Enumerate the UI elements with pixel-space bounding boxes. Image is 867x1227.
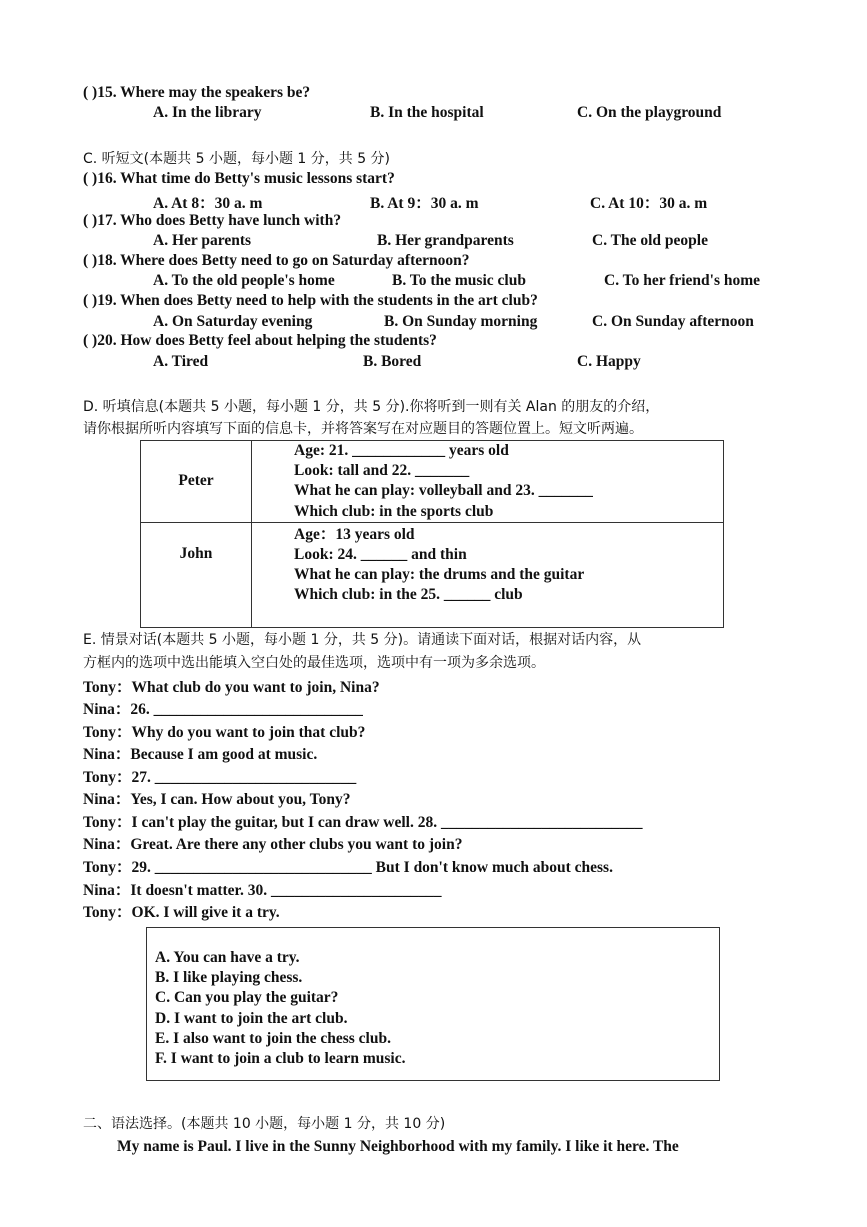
dialogue-line: Nina：26. ___________________________ xyxy=(83,701,363,718)
info-line: Look: tall and 22. _______ xyxy=(294,462,470,480)
info-line: What he can play: the drums and the guitar xyxy=(294,566,585,584)
question-15-stem: ( )15. Where may the speakers be? xyxy=(83,84,311,101)
section-e-heading-line2: 方框内的选项中选出能填入空白处的最佳选项，选项中有一项为多余选项。 xyxy=(83,655,545,671)
question-17-option-b: B. Her grandparents xyxy=(377,232,514,249)
question-17-option-a: A. Her parents xyxy=(153,232,252,249)
option-f: F. I want to join a club to learn music. xyxy=(155,1050,406,1068)
dialogue-line: Tony：What club do you want to join, Nina? xyxy=(83,679,380,696)
info-card-table xyxy=(140,440,724,628)
info-name-cell: Peter xyxy=(141,441,252,523)
question-19-option-b: B. On Sunday morning xyxy=(384,313,538,330)
section-d-heading-line1: D. 听填信息(本题共 5 小题，每小题 1 分，共 5 分).你将听到一则有关 Alan 的朋友的介绍， xyxy=(83,399,660,415)
option-d: D. I want to join the art club. xyxy=(155,1009,348,1027)
question-18-option-c: C. To her friend's home xyxy=(604,272,761,289)
dialogue-line: Tony：27. __________________________ xyxy=(83,769,357,786)
question-15-option-b: B. In the hospital xyxy=(370,104,484,121)
question-16-option-b: B. At 9：30 a. m xyxy=(370,195,479,212)
section-c-heading: C. 听短文(本题共 5 小题，每小题 1 分，共 5 分) xyxy=(83,151,391,167)
question-20-option-a: A. Tired xyxy=(153,353,209,370)
passage-start: My name is Paul. I live in the Sunny Neighborhood with my family. I like it here. The xyxy=(117,1138,679,1155)
section-e-heading-line1: E. 情景对话(本题共 5 小题，每小题 1 分，共 5 分)。请通读下面对话，根据对话内容，从 xyxy=(83,632,642,648)
question-20-stem: ( )20. How does Betty feel about helping the students? xyxy=(83,332,437,349)
question-18-stem: ( )18. Where does Betty need to go on Saturday afternoon? xyxy=(83,252,470,269)
section-d-heading-line2: 请你根据所听内容填写下面的信息卡，并将答案写在对应题目的答题位置上。短文听两遍。 xyxy=(83,421,643,437)
question-17-stem: ( )17. Who does Betty have lunch with? xyxy=(83,212,342,229)
option-a: A. You can have a try. xyxy=(155,949,300,966)
dialogue-line: Tony：OK. I will give it a try. xyxy=(83,904,280,921)
question-17-option-c: C. The old people xyxy=(592,232,708,249)
dialogue-line: Nina：Yes, I can. How about you, Tony? xyxy=(83,791,351,808)
dialogue-line: Tony：I can't play the guitar, but I can draw well. 28. __________________________ xyxy=(83,814,643,831)
question-19-option-c: C. On Sunday afternoon xyxy=(592,313,754,330)
info-line: Age：13 years old xyxy=(294,525,415,543)
dialogue-line: Tony：29. ____________________________ But I don't know much about chess. xyxy=(83,859,613,876)
info-row-peter xyxy=(141,441,724,523)
dialogue-line: Nina：It doesn't matter. 30. ______________________ xyxy=(83,882,442,899)
dialogue-line: Tony：Why do you want to join that club? xyxy=(83,724,366,741)
info-row-john xyxy=(141,522,724,627)
info-line: Age: 21. ____________ years old xyxy=(294,442,509,459)
info-details-cell xyxy=(252,522,724,627)
dialogue-line: Nina：Because I am good at music. xyxy=(83,746,318,763)
question-16-option-c: C. At 10：30 a. m xyxy=(590,195,708,212)
question-20-option-b: B. Bored xyxy=(363,353,422,370)
question-18-option-b: B. To the music club xyxy=(392,272,526,289)
info-line: Which club: in the 25. ______ club xyxy=(294,586,523,604)
option-b: B. I like playing chess. xyxy=(155,969,303,987)
option-c: C. Can you play the guitar? xyxy=(155,989,339,1007)
info-name-cell: John xyxy=(141,522,252,627)
question-19-stem: ( )19. When does Betty need to help with the students in the art club? xyxy=(83,292,538,309)
info-line: Look: 24. ______ and thin xyxy=(294,546,467,564)
info-line: Which club: in the sports club xyxy=(294,502,494,520)
info-details-cell xyxy=(252,441,724,523)
question-15-option-a: A. In the library xyxy=(153,104,262,121)
question-20-option-c: C. Happy xyxy=(577,353,641,370)
question-16-option-a: A. At 8：30 a. m xyxy=(153,195,263,212)
options-box xyxy=(146,927,720,1081)
question-19-option-a: A. On Saturday evening xyxy=(153,313,313,330)
dialogue-line: Nina：Great. Are there any other clubs you want to join? xyxy=(83,836,463,853)
grammar-section-heading: 二、语法选择。(本题共 10 小题，每小题 1 分，共 10 分) xyxy=(83,1116,446,1132)
question-18-option-a: A. To the old people's home xyxy=(153,272,335,289)
info-line: What he can play: volleyball and 23. _______ xyxy=(294,482,593,500)
question-15-option-c: C. On the playground xyxy=(577,104,722,121)
question-16-stem: ( )16. What time do Betty's music lessons start? xyxy=(83,170,395,187)
option-e: E. I also want to join the chess club. xyxy=(155,1029,391,1047)
